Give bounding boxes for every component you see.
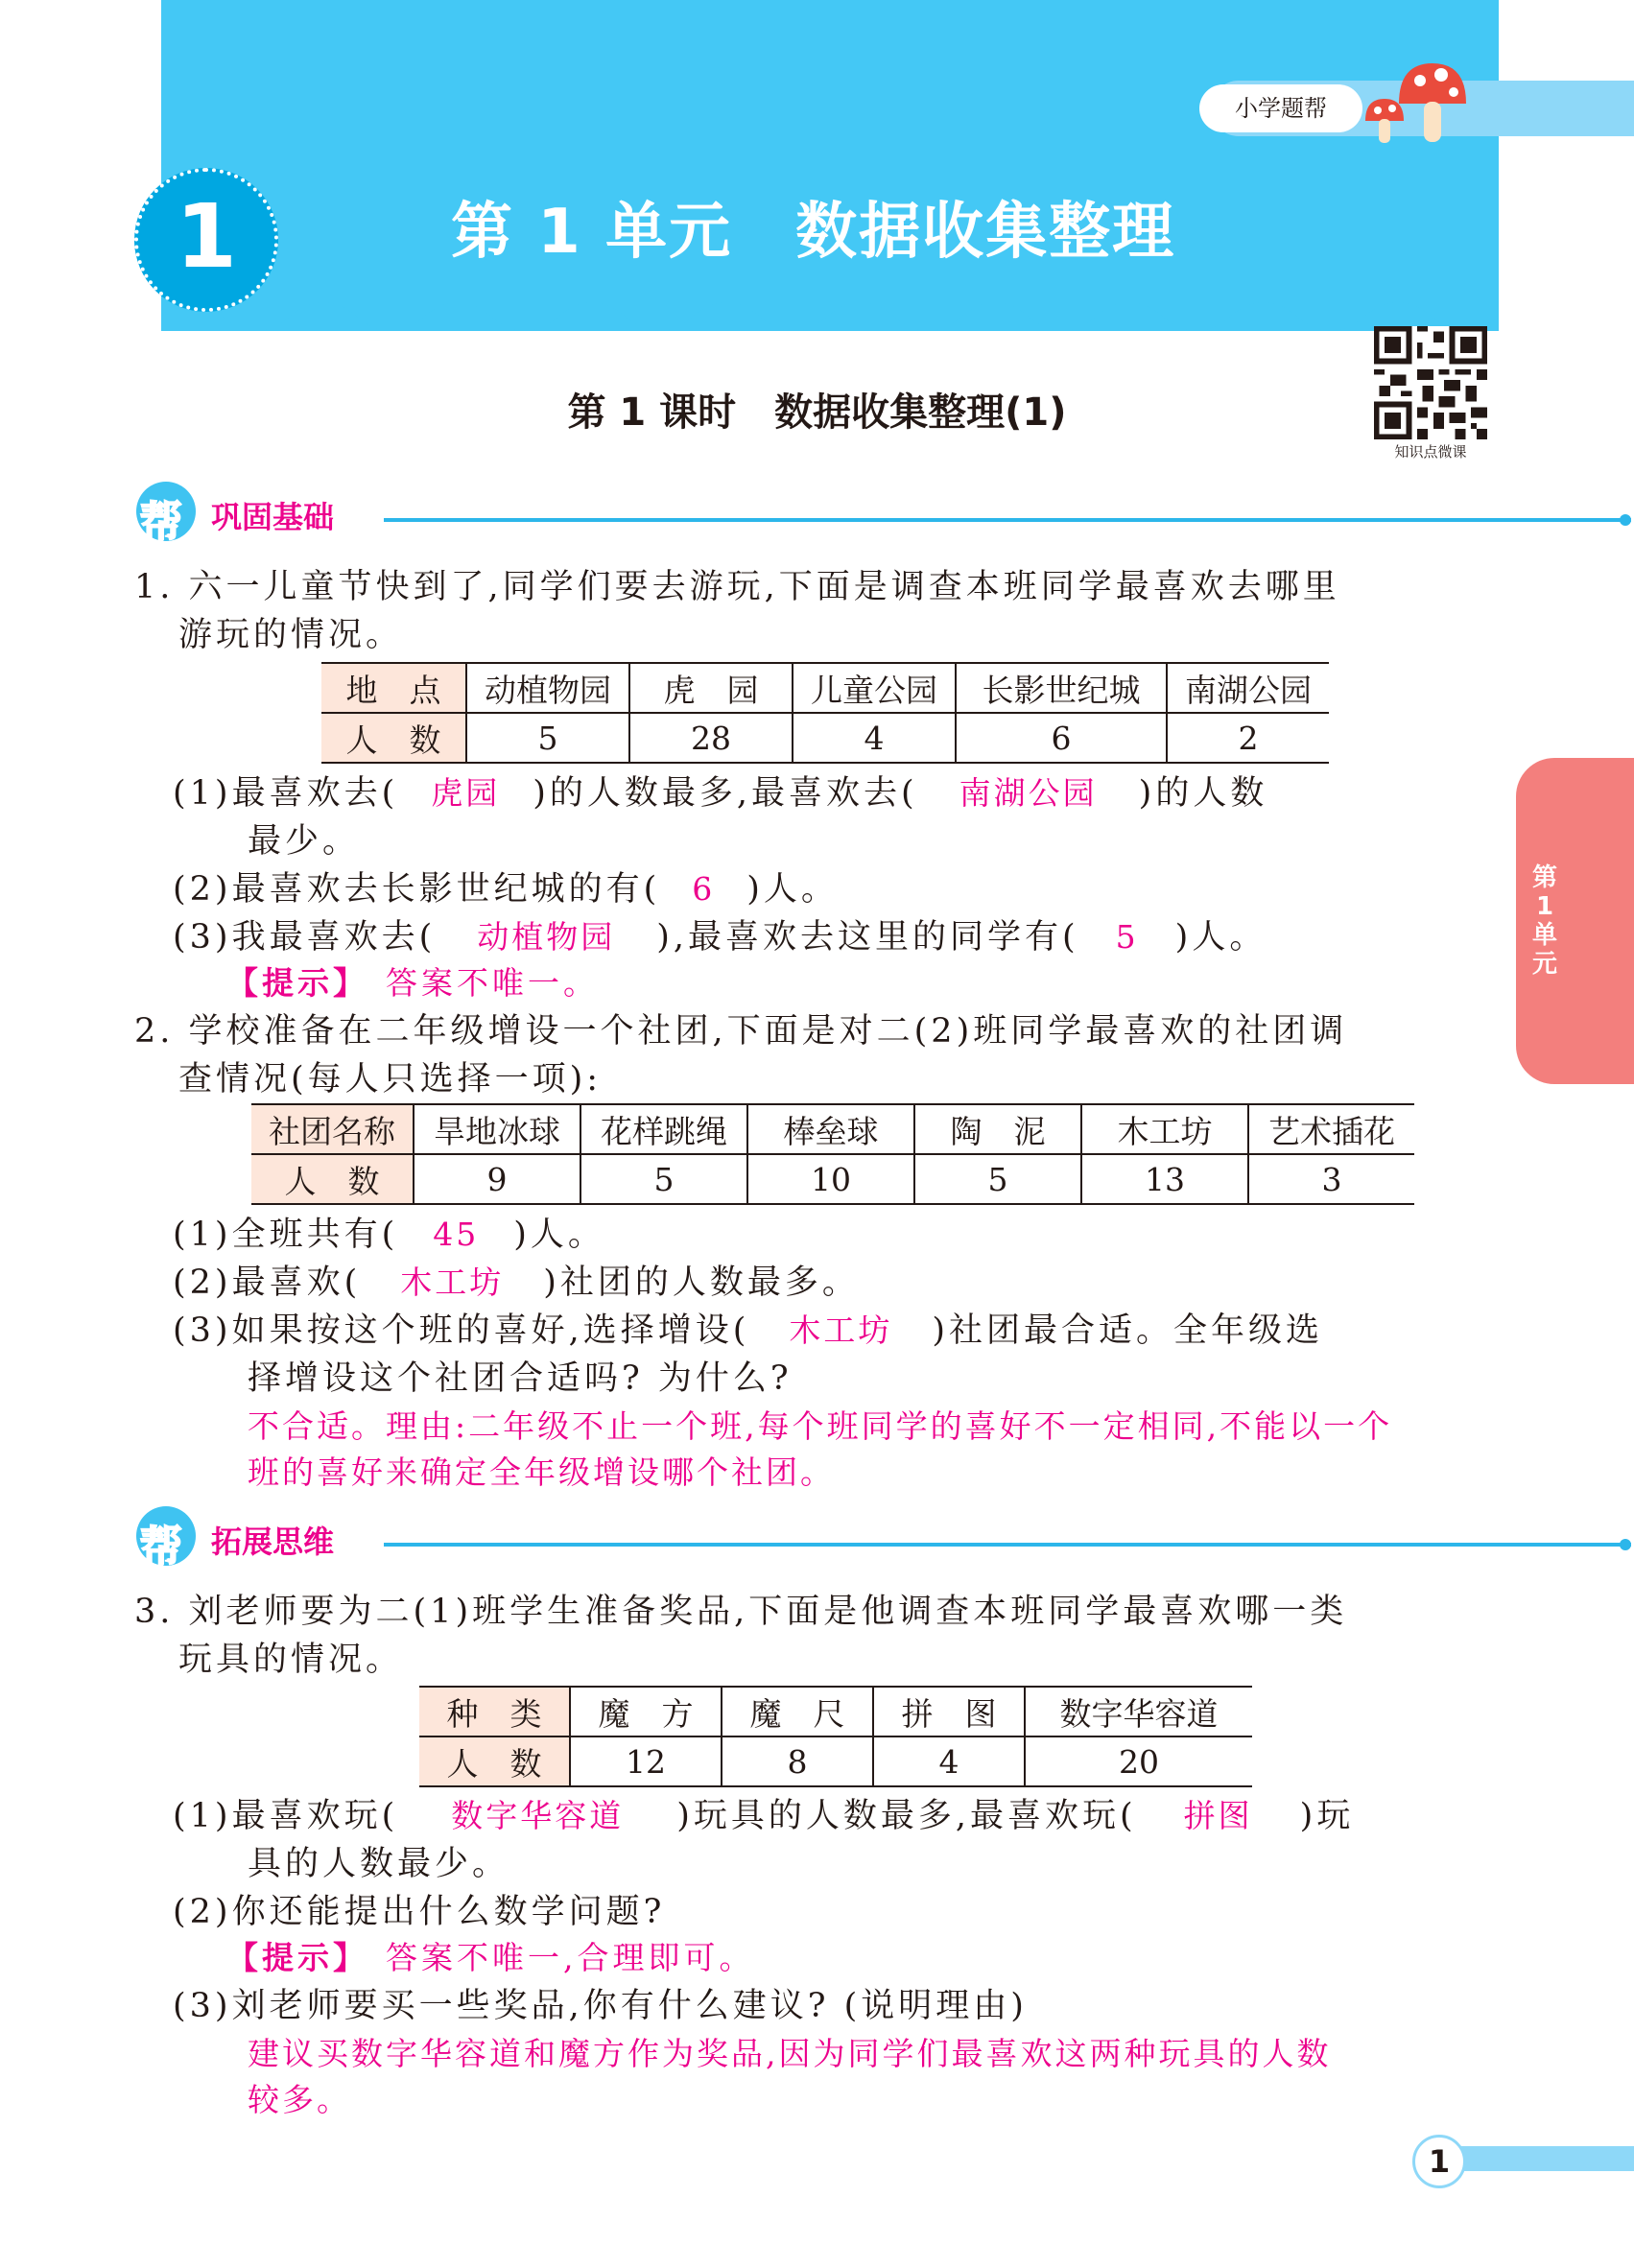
- table-cell: 魔 尺: [722, 1687, 873, 1736]
- section-icon-char: 帮: [140, 498, 182, 547]
- section-icon-char: 帮: [140, 1523, 182, 1571]
- q1-stem-line1: 1. 六一儿童节快到了,同学们要去游玩,下面是调查本班同学最喜欢去哪里: [134, 568, 1340, 606]
- q2-answer-line2: 班的喜好来确定全年级增设哪个社团。: [248, 1453, 835, 1491]
- table-header-cell: 地 点: [321, 663, 466, 713]
- table-cell: 2: [1167, 713, 1329, 763]
- table-cell: 儿童公园: [793, 663, 956, 713]
- q3-stem-line1: 3. 刘老师要为二(1)班学生准备奖品,下面是他调查本班同学最喜欢哪一类: [134, 1593, 1348, 1631]
- table-cell: 6: [956, 713, 1167, 763]
- q3-sub2: (2)你还能提出什么数学问题?: [173, 1893, 666, 1931]
- q1-stem-line2: 游玩的情况。: [178, 616, 404, 654]
- unit-side-tab-label: 第1单元: [1531, 863, 1557, 979]
- text: (3)我最喜欢去(: [173, 918, 437, 957]
- text: )的人数: [1138, 774, 1268, 813]
- text: ),最喜欢去这里的同学有(: [656, 918, 1079, 957]
- table-cell: 3: [1248, 1154, 1414, 1204]
- table-cell: 10: [747, 1154, 914, 1204]
- answer-fill: 南湖公园: [959, 774, 1098, 812]
- table-cell: 虎 园: [629, 663, 793, 713]
- q2-sub2: [173, 1259, 860, 1307]
- table-header-cell: 人 数: [419, 1736, 570, 1786]
- answer-fill: 6: [692, 870, 716, 908]
- table-cell: 艺术插花: [1248, 1104, 1414, 1154]
- table-row: [419, 1687, 1252, 1736]
- q2-sub3-line1: [173, 1307, 1323, 1355]
- table-header-cell: 人 数: [251, 1154, 414, 1204]
- table-row: [251, 1104, 1414, 1154]
- q3-stem-line2: 玩具的情况。: [178, 1641, 404, 1679]
- table-cell: 长影世纪城: [956, 663, 1167, 713]
- table-cell: 9: [414, 1154, 580, 1204]
- q3-table: [419, 1686, 1252, 1787]
- text: (1)最喜欢玩(: [173, 1797, 399, 1835]
- answer-fill: 数字华容道: [451, 1797, 625, 1834]
- text: (1)最喜欢去(: [173, 774, 399, 813]
- banner-wave-edge: [161, 278, 1499, 345]
- table-cell: 数字华容道: [1025, 1687, 1252, 1736]
- unit-title: 第 1 单元 数据收集整理: [451, 197, 1176, 268]
- table-cell: 28: [629, 713, 793, 763]
- table-row: [419, 1736, 1252, 1786]
- table-cell: 13: [1081, 1154, 1248, 1204]
- q1-sub3: [173, 913, 1267, 961]
- table-cell: 花样跳绳: [580, 1104, 747, 1154]
- page-number: 1: [1412, 2135, 1466, 2188]
- tip-label: 【提示】: [226, 964, 368, 1002]
- section-divider: [384, 518, 1631, 522]
- text: )社团最合适。全年级选: [932, 1311, 1324, 1350]
- q1-tip: [226, 959, 599, 1007]
- q1-table: [321, 662, 1329, 764]
- text: )的人数最多,最喜欢去(: [533, 774, 918, 813]
- table-cell: 8: [722, 1736, 873, 1786]
- qr-code[interactable]: [1374, 326, 1487, 439]
- table-cell: 木工坊: [1081, 1104, 1248, 1154]
- tip-text: 答案不唯一。: [386, 964, 599, 1002]
- table-cell: 4: [793, 713, 956, 763]
- text: (2)最喜欢(: [173, 1264, 362, 1302]
- table-cell: 5: [466, 713, 629, 763]
- unit-number: 1: [175, 185, 237, 288]
- tip-text: 答案不唯一,合理即可。: [386, 1939, 755, 1976]
- q3-sub1-line2: 具的人数最少。: [248, 1845, 510, 1883]
- page-number-bar: [1439, 2146, 1634, 2171]
- q2-answer-line1: 不合适。理由:二年级不止一个班,每个班同学的喜好不一定相同,不能以一个: [248, 1407, 1393, 1445]
- q1-sub1-line2: 最少。: [248, 822, 361, 861]
- lesson-title: 第 1 课时 数据收集整理(1): [567, 390, 1067, 435]
- answer-fill: 木工坊: [400, 1264, 505, 1301]
- q3-answer-line1: 建议买数字华容道和魔方作为奖品,因为同学们最喜欢这两种玩具的人数: [248, 2035, 1332, 2072]
- text: (1)全班共有(: [173, 1216, 399, 1254]
- table-row: [321, 713, 1329, 763]
- text: )人。: [1174, 918, 1267, 957]
- text: )人。: [746, 870, 839, 909]
- section-title: 拓展思维: [211, 1524, 335, 1560]
- table-cell: 陶 泥: [914, 1104, 1081, 1154]
- q3-sub1-line1: [173, 1792, 1354, 1840]
- q3-tip: [226, 1934, 755, 1982]
- answer-fill: 拼图: [1183, 1797, 1253, 1834]
- table-cell: 魔 方: [570, 1687, 722, 1736]
- mushroom-icon: [1361, 56, 1471, 147]
- q2-stem-line2: 查情况(每人只选择一项):: [178, 1060, 603, 1099]
- q2-sub1: [173, 1211, 605, 1259]
- text: )玩具的人数最多,最喜欢玩(: [676, 1797, 1137, 1835]
- table-cell: 20: [1025, 1736, 1252, 1786]
- table-row: [321, 663, 1329, 713]
- table-cell: 12: [570, 1736, 722, 1786]
- table-cell: 南湖公园: [1167, 663, 1329, 713]
- table-cell: 5: [914, 1154, 1081, 1204]
- table-row: [251, 1154, 1414, 1204]
- answer-fill: 虎园: [431, 774, 501, 812]
- q2-stem-line1: 2. 学校准备在二年级增设一个社团,下面是对二(2)班同学最喜欢的社团调: [134, 1012, 1348, 1051]
- text: (2)最喜欢去长影世纪城的有(: [173, 870, 661, 909]
- text: )社团的人数最多。: [543, 1264, 860, 1302]
- table-header-cell: 人 数: [321, 713, 466, 763]
- text: (3)如果按这个班的喜好,选择增设(: [173, 1311, 750, 1350]
- q3-sub3: (3)刘老师要买一些奖品,你有什么建议? (说明理由): [173, 1987, 1028, 2025]
- q3-answer-line2: 较多。: [248, 2081, 351, 2118]
- tip-label: 【提示】: [226, 1939, 368, 1976]
- text: )玩: [1299, 1797, 1355, 1835]
- answer-fill: 45: [433, 1216, 480, 1253]
- answer-fill: 5: [1115, 918, 1139, 956]
- q2-sub3-line2: 择增设这个社团合适吗? 为什么?: [248, 1359, 793, 1398]
- table-header-cell: 种 类: [419, 1687, 570, 1736]
- qr-caption: 知识点微课: [1394, 443, 1467, 461]
- table-cell: 动植物园: [466, 663, 629, 713]
- q2-table: [251, 1103, 1414, 1205]
- brand-label: 小学题帮: [1199, 84, 1362, 132]
- table-cell: 棒垒球: [747, 1104, 914, 1154]
- table-header-cell: 社团名称: [251, 1104, 414, 1154]
- table-cell: 4: [873, 1736, 1025, 1786]
- table-cell: 5: [580, 1154, 747, 1204]
- section-title: 巩固基础: [211, 499, 335, 535]
- q1-sub1-line1: [173, 769, 1267, 817]
- q1-sub2: [173, 865, 839, 913]
- answer-fill: 动植物园: [477, 918, 616, 956]
- answer-fill: 木工坊: [789, 1311, 893, 1349]
- text: )人。: [513, 1216, 605, 1254]
- table-cell: 拼 图: [873, 1687, 1025, 1736]
- section-divider: [384, 1543, 1631, 1547]
- table-cell: 旱地冰球: [414, 1104, 580, 1154]
